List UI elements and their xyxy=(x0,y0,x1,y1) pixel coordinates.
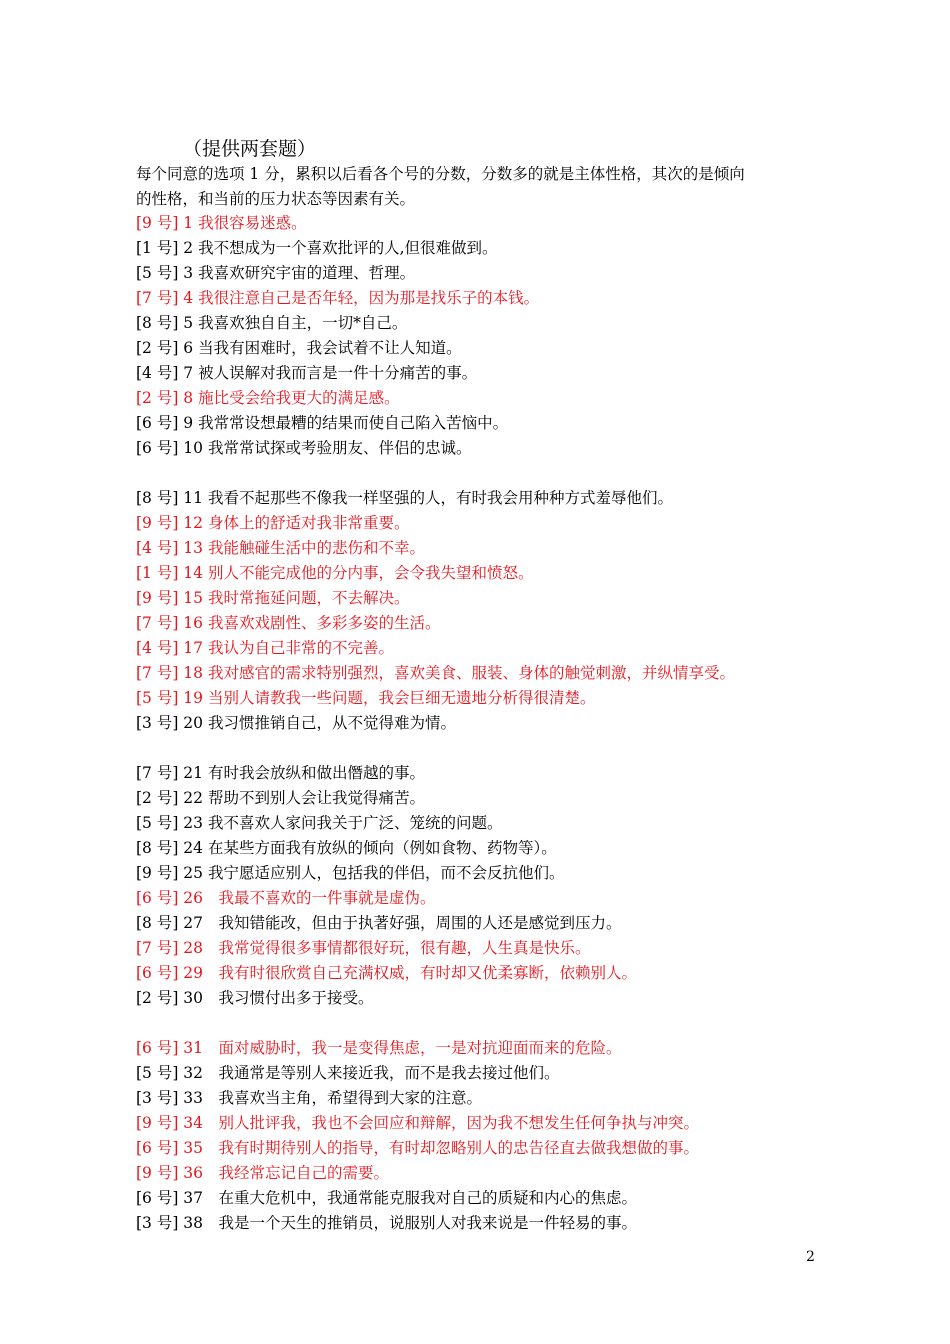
question-item: [6 号] 10 我常常试探或考验朋友、伴侣的忠诚。 xyxy=(136,439,472,457)
page-number: 2 xyxy=(806,1249,815,1265)
question-item: [6 号] 26 我最不喜欢的一件事就是虚伪。 xyxy=(136,889,436,907)
intro-line: 的性格，和当前的压力状态等因素有关。 xyxy=(136,190,416,208)
question-item: [3 号] 38 我是一个天生的推销员，说服别人对我来说是一件轻易的事。 xyxy=(136,1214,638,1232)
question-item: [8 号] 24 在某些方面我有放纵的倾向（例如食物、药物等）。 xyxy=(136,839,557,857)
question-item: [6 号] 37 在重大危机中，我通常能克服我对自己的质疑和内心的焦虑。 xyxy=(136,1189,638,1207)
question-list xyxy=(136,211,836,1236)
question-item: [2 号] 6 当我有困难时，我会试着不让人知道。 xyxy=(136,339,462,357)
question-item: [3 号] 20 我习惯推销自己，从不觉得难为情。 xyxy=(136,714,456,732)
question-item: [8 号] 27 我知错能改，但由于执著好强，周围的人还是感觉到压力。 xyxy=(136,914,622,932)
question-item: [9 号] 25 我宁愿适应别人，包括我的伴侣，而不会反抗他们。 xyxy=(136,864,565,882)
question-item: [5 号] 32 我通常是等别人来接近我，而不是我去接过他们。 xyxy=(136,1064,560,1082)
question-item: [6 号] 31 面对威胁时，我一是变得焦虑，一是对抗迎面而来的危险。 xyxy=(136,1039,622,1057)
section-heading: （提供两套题） xyxy=(183,138,317,160)
question-item: [7 号] 28 我常觉得很多事情都很好玩，很有趣，人生真是快乐。 xyxy=(136,939,591,957)
question-item: [6 号] 35 我有时期待别人的指导，有时却忽略别人的忠告径直去做我想做的事。 xyxy=(136,1139,700,1157)
blank-line xyxy=(136,461,836,486)
question-item: [2 号] 22 帮助不到别人会让我觉得痛苦。 xyxy=(136,789,425,807)
question-item: [2 号] 8 施比受会给我更大的满足感。 xyxy=(136,389,400,407)
question-item: [6 号] 29 我有时很欣赏自己充满权威，有时却又优柔寡断，依赖别人。 xyxy=(136,964,638,982)
question-item: [9 号] 15 我时常拖延问题，不去解决。 xyxy=(136,589,410,607)
question-item: [6 号] 9 我常常设想最糟的结果而使自己陷入苦恼中。 xyxy=(136,414,509,432)
blank-line xyxy=(136,1011,836,1036)
question-item: [5 号] 23 我不喜欢人家问我关于广泛、笼统的问题。 xyxy=(136,814,503,832)
blank-line xyxy=(136,736,836,761)
question-item: [7 号] 18 我对感官的需求特别强烈，喜欢美食、服装、身体的触觉刺激，并纵情享受。 xyxy=(136,664,735,682)
question-item: [4 号] 17 我认为自己非常的不完善。 xyxy=(136,639,394,657)
question-item: [8 号] 11 我看不起那些不像我一样坚强的人，有时我会用种种方式羞辱他们。 xyxy=(136,489,673,507)
question-item: [9 号] 36 我经常忘记自己的需要。 xyxy=(136,1164,390,1182)
question-item: [8 号] 5 我喜欢独自自主，一切*自己。 xyxy=(136,314,408,332)
question-item: [1 号] 14 别人不能完成他的分内事，会令我失望和愤怒。 xyxy=(136,564,534,582)
question-item: [7 号] 16 我喜欢戏剧性、多彩多姿的生活。 xyxy=(136,614,441,632)
question-item: [9 号] 1 我很容易迷惑。 xyxy=(136,214,307,232)
question-item: [1 号] 2 我不想成为一个喜欢批评的人,但很难做到。 xyxy=(136,239,498,257)
question-item: [5 号] 3 我喜欢研究宇宙的道理、哲理。 xyxy=(136,264,416,282)
question-item: [9 号] 34 别人批评我，我也不会回应和辩解，因为我不想发生任何争执与冲突。 xyxy=(136,1114,700,1132)
question-item: [9 号] 12 身体上的舒适对我非常重要。 xyxy=(136,514,410,532)
question-item: [4 号] 7 被人误解对我而言是一件十分痛苦的事。 xyxy=(136,364,478,382)
question-item: [3 号] 33 我喜欢当主角，希望得到大家的注意。 xyxy=(136,1089,483,1107)
question-item: [7 号] 21 有时我会放纵和做出僭越的事。 xyxy=(136,764,425,782)
question-item: [5 号] 19 当别人请教我一些问题，我会巨细无遗地分析得很清楚。 xyxy=(136,689,596,707)
question-item: [2 号] 30 我习惯付出多于接受。 xyxy=(136,989,374,1007)
intro-paragraph xyxy=(136,162,826,212)
question-item: [4 号] 13 我能触碰生活中的悲伤和不幸。 xyxy=(136,539,425,557)
question-item: [7 号] 4 我很注意自己是否年轻，因为那是找乐子的本钱。 xyxy=(136,289,540,307)
intro-line: 每个同意的选项 1 分，累积以后看各个号的分数，分数多的就是主体性格，其次的是倾向 xyxy=(136,165,745,183)
